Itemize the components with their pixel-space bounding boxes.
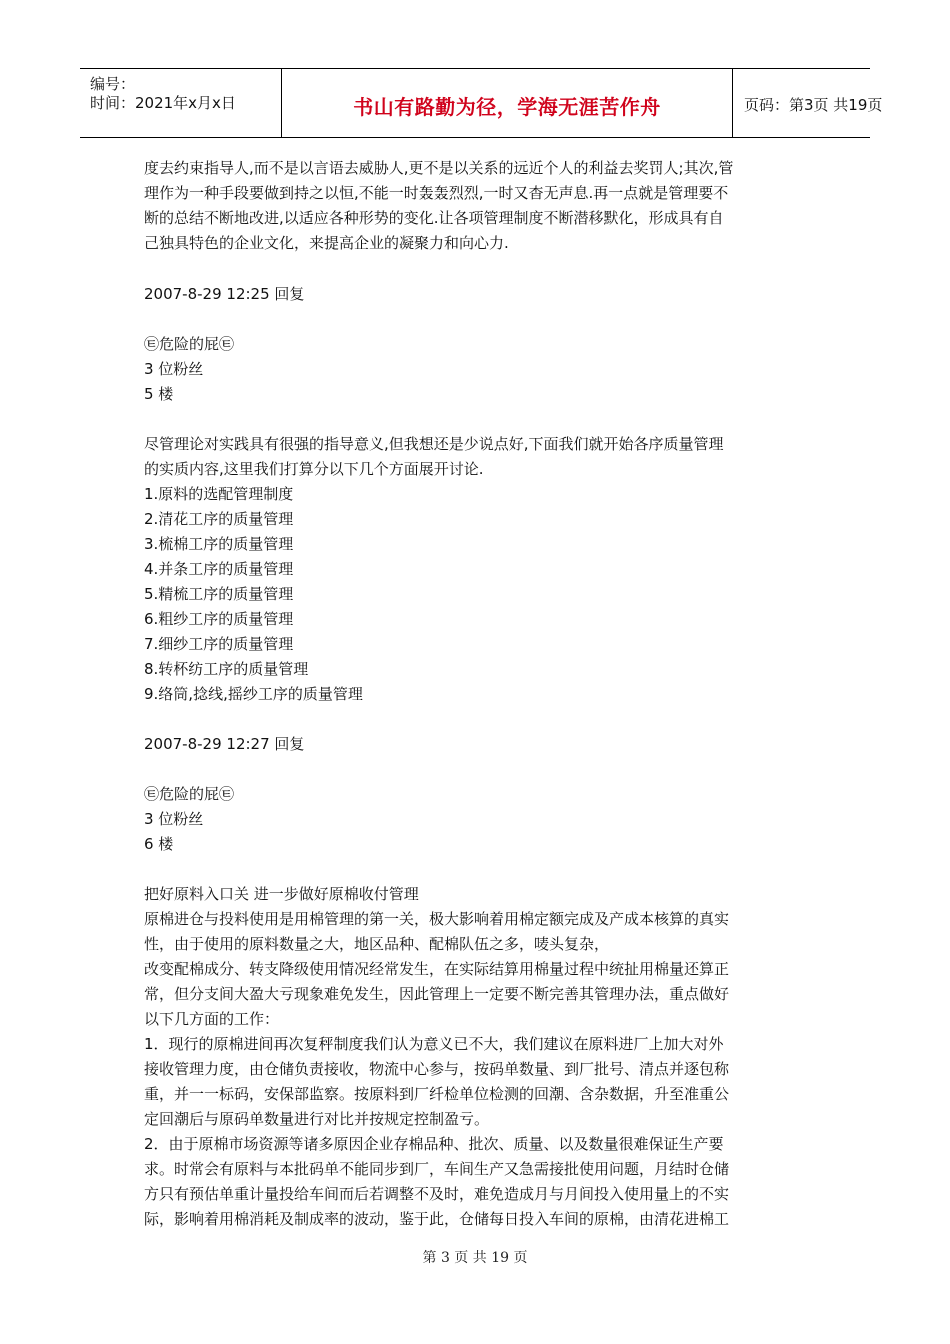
body-line: 定回潮后与原码单数量进行对比并按规定控制盈亏。 <box>144 1110 490 1128</box>
list-item: 3.梳棉工序的质量管理 <box>144 535 294 553</box>
body-line: 接收管理力度，由仓储负责接收，物流中心参与，按码单数量、到厂批号、清点并逐包称 <box>144 1060 730 1078</box>
post-floor: 5 楼 <box>144 385 174 403</box>
body-line: 的实质内容,这里我们打算分以下几个方面展开讨论. <box>144 460 484 478</box>
body-line: 2．由于原棉市场资源等诸多原因企业存棉品种、批次、质量、以及数量很难保证生产要 <box>144 1135 724 1153</box>
body-line: 理作为一种手段要做到持之以恒,不能一时轰轰烈烈,一时又杳无声息.再一点就是管理要不 <box>144 184 729 202</box>
body-line: 际，影响着用棉消耗及制成率的波动，鉴于此，仓储每日投入车间的原棉，由清花进棉工 <box>144 1210 730 1228</box>
list-item: 4.并条工序的质量管理 <box>144 560 294 578</box>
body-line: 性，由于使用的原料数量之大，地区品种、配棉队伍之多，唛头复杂， <box>144 935 610 953</box>
document-date: 时间：2021年x月x日 <box>90 94 236 112</box>
body-line: 度去约束指导人,而不是以言语去威胁人,更不是以关系的远近个人的利益去奖罚人;其次,管 <box>144 159 734 177</box>
body-line: 己独具特色的企业文化，来提高企业的凝聚力和向心力. <box>144 234 509 252</box>
list-item: 5.精梳工序的质量管理 <box>144 585 294 603</box>
post-floor: 6 楼 <box>144 835 174 853</box>
header-motto: 书山有路勤为径，学海无涯苦作舟 <box>353 95 661 119</box>
body-line: 改变配棉成分、转支降级使用情况经常发生，在实际结算用棉量过程中统扯用棉量还算正 <box>144 960 730 978</box>
body-line: 重，并一一标码，安保部监察。按原料到厂纤检单位检测的回潮、含杂数据，升至准重公 <box>144 1085 730 1103</box>
body-line: 断的总结不断地改进,以适应各种形势的变化.让各项管理制度不断潜移默化，形成具有自 <box>144 209 724 227</box>
list-item: 9.络筒,捻线,摇纱工序的质量管理 <box>144 685 363 703</box>
page-footer: 第 3 页 共 19 页 <box>422 1250 528 1266</box>
post-timestamp: 2007-8-29 12:27 回复 <box>144 735 305 753</box>
list-item: 6.粗纱工序的质量管理 <box>144 610 294 628</box>
post-author: ㉫危险的屁㉫ <box>144 335 235 353</box>
list-item: 2.清花工序的质量管理 <box>144 510 294 528</box>
post-fans: 3 位粉丝 <box>144 360 204 378</box>
list-item: 7.细纱工序的质量管理 <box>144 635 294 653</box>
post-timestamp: 2007-8-29 12:25 回复 <box>144 285 305 303</box>
page-header <box>80 68 883 138</box>
body-line: 1．现行的原棉进间再次复秤制度我们认为意义已不大，我们建议在原料进厂上加大对外 <box>144 1035 724 1053</box>
body-line: 以下几方面的工作： <box>144 1010 280 1028</box>
post-fans: 3 位粉丝 <box>144 810 204 828</box>
header-page-cell <box>734 69 883 137</box>
header-meta <box>80 69 282 137</box>
body-line: 尽管理论对实践具有很强的指导意义,但我想还是少说点好,下面我们就开始各序质量管理 <box>144 435 724 453</box>
body-line: 原棉进仓与投料使用是用棉管理的第一关，极大影响着用棉定额完成及产成本核算的真实 <box>144 910 730 928</box>
list-item: 8.转杯纺工序的质量管理 <box>144 660 309 678</box>
list-item: 1.原料的选配管理制度 <box>144 485 294 503</box>
body-line: 常，但分支间大盈大亏现象难免发生，因此管理上一定要不断完善其管理办法，重点做好 <box>144 985 730 1003</box>
document-number-label: 编号： <box>90 75 136 93</box>
body-line: 求。时常会有原料与本批码单不能同步到厂，车间生产又急需接批使用问题，月结时仓储 <box>144 1160 730 1178</box>
header-motto-cell <box>282 69 733 137</box>
body-line: 方只有预估单重计量投给车间而后若调整不及时，难免造成月与月间投入使用量上的不实 <box>144 1185 730 1203</box>
section-heading: 把好原料入口关 进一步做好原棉收付管理 <box>144 885 419 903</box>
post-author: ㉫危险的屁㉫ <box>144 785 235 803</box>
header-page-info: 页码：第3页 共19页 <box>744 96 883 114</box>
